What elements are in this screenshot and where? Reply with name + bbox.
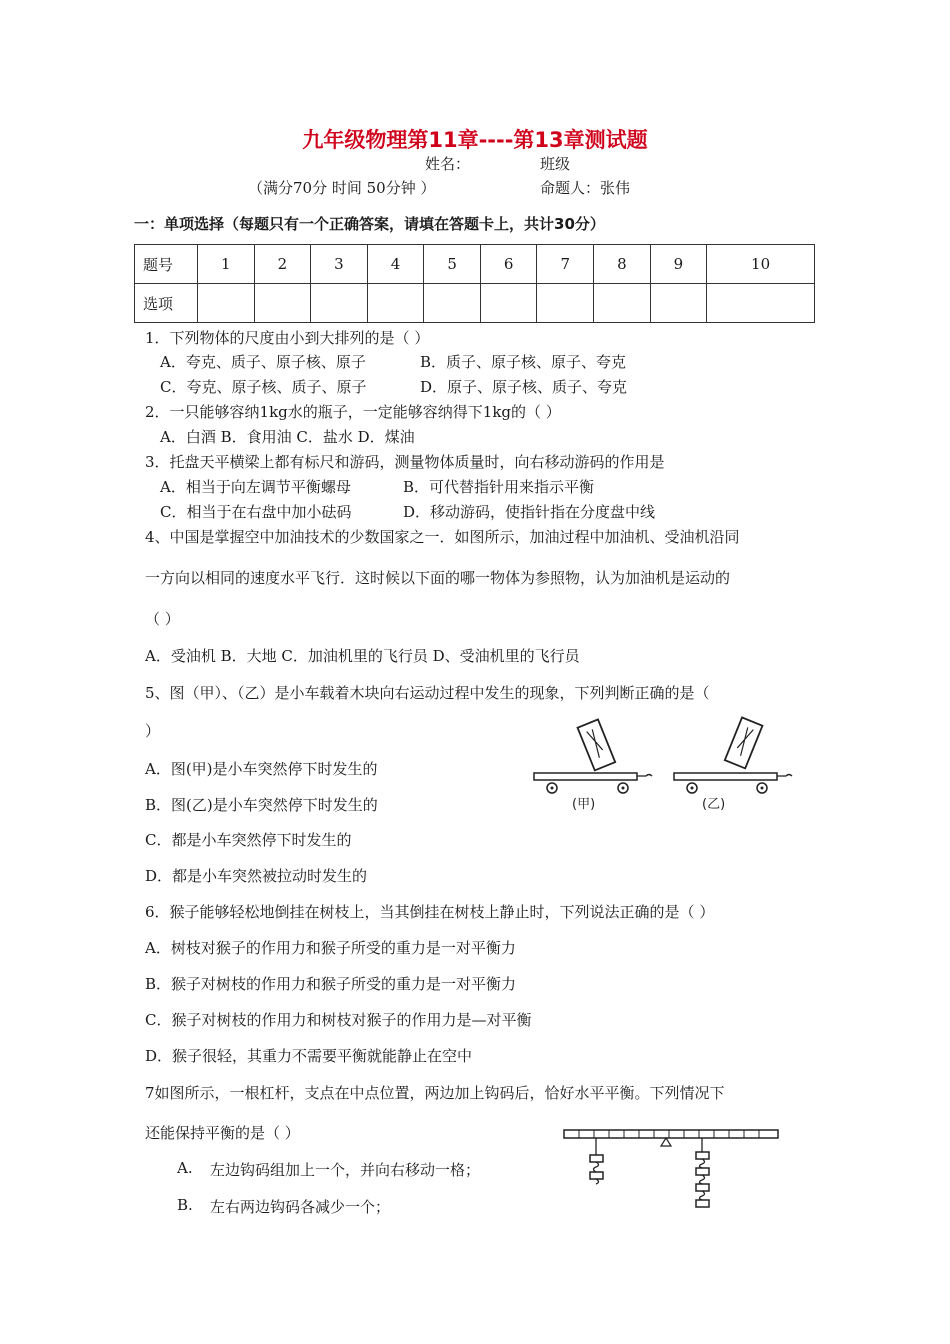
q5-line2: ） [145, 722, 161, 740]
table-cell: 8 [594, 245, 651, 284]
answer-cell[interactable] [367, 284, 424, 323]
table-cell: 题号 [135, 245, 198, 284]
name-label: 姓名： [425, 155, 471, 173]
q7-line1: 7如图所示，一根杠杆，支点在中点位置，两边加上钩码后，恰好水平平衡。下列情况下 [145, 1084, 725, 1102]
q4-line2: 一方向以相同的速度水平飞行．这时候以下面的哪一物体为参照物，认为加油机是运动的 [145, 569, 731, 587]
q2-options: A．白酒 B．食用油 C．盐水 D．煤油 [160, 428, 415, 446]
q4-line3: （ ） [145, 610, 180, 628]
table-cell: 2 [254, 245, 311, 284]
lever-bar [564, 1130, 778, 1138]
table-row [135, 245, 815, 284]
answer-cell[interactable] [537, 284, 594, 323]
fig-label-yi: (乙) [702, 797, 726, 812]
q6-option-b: B．猴子对树枝的作用力和猴子所受的重力是一对平衡力 [145, 975, 517, 993]
fig-label-jia: (甲) [572, 797, 596, 812]
q4-line1: 4、中国是掌握空中加油技术的少数国家之一．如图所示，加油过程中加油机、受油机沿同 [145, 528, 740, 546]
answer-cell[interactable] [311, 284, 368, 323]
q5-option-c: C．都是小车突然停下时发生的 [145, 831, 352, 849]
q7-option-b-letter: B. [177, 1196, 193, 1214]
q3-stem: 3．托盘天平横梁上都有标尺和游码，测量物体质量时，向右移动游码的作用是 [145, 453, 665, 471]
table-cell: 5 [424, 245, 481, 284]
fulcrum-icon [661, 1138, 671, 1146]
lever-figure [558, 1125, 783, 1220]
q3-option-b: B．可代替指针用来指示平衡 [403, 478, 595, 496]
score-time: （满分70分 时间 50分钟 ） [248, 179, 436, 197]
q7-option-a-letter: A. [177, 1159, 193, 1177]
q6-option-d: D．猴子很轻，其重力不需要平衡就能静止在空中 [145, 1047, 473, 1065]
q3-option-c: C．相当于在右盘中加小砝码 [160, 503, 352, 521]
section-heading: 一：单项选择（每题只有一个正确答案，请填在答题卡上，共计30分） [134, 215, 605, 233]
table-cell: 选项 [135, 284, 198, 323]
q1-option-a: A．夸克、质子、原子核、原子 [160, 353, 366, 371]
q6-option-a: A．树枝对猴子的作用力和猴子所受的重力是一对平衡力 [145, 939, 516, 957]
left-weights [590, 1138, 603, 1184]
cart-figure [528, 716, 798, 816]
answer-cell[interactable] [198, 284, 255, 323]
q3-option-a: A．相当于向左调节平衡螺母 [160, 478, 351, 496]
q3-option-d: D．移动游码，使指针指在分度盘中线 [403, 503, 656, 521]
answer-cell[interactable] [480, 284, 537, 323]
q5-line1: 5、图（甲）、（乙）是小车载着木块向右运动过程中发生的现象，下列判断正确的是（ [145, 684, 710, 702]
q1-stem: 1．下列物体的尺度由小到大排列的是（ ） [145, 329, 430, 347]
table-cell: 10 [707, 245, 815, 284]
answer-cell[interactable] [594, 284, 651, 323]
right-weights [696, 1138, 709, 1207]
table-cell: 1 [198, 245, 255, 284]
table-cell: 3 [311, 245, 368, 284]
q5-option-d: D．都是小车突然被拉动时发生的 [145, 867, 368, 885]
author: 命题人：张伟 [540, 179, 631, 197]
q7-option-b: 左右两边钩码各减少一个； [210, 1198, 391, 1216]
cart-yi [674, 717, 792, 793]
q1-option-d: D．原子、原子核、质子、夸克 [420, 378, 628, 396]
q2-stem: 2．一只能够容纳1kg水的瓶子，一定能够容纳得下1kg的（ ） [145, 403, 561, 421]
class-label: 班级 [540, 155, 571, 173]
table-cell: 9 [650, 245, 707, 284]
answer-cell[interactable] [424, 284, 481, 323]
answer-cell[interactable] [254, 284, 311, 323]
q7-line2: 还能保持平衡的是（ ） [145, 1124, 300, 1142]
table-cell: 4 [367, 245, 424, 284]
q5-option-a: A．图(甲)是小车突然停下时发生的 [145, 760, 378, 778]
answer-cell[interactable] [650, 284, 707, 323]
answer-table [134, 244, 815, 323]
cart-jia [534, 719, 652, 793]
answer-cell[interactable] [707, 284, 815, 323]
q5-option-b: B．图(乙)是小车突然停下时发生的 [145, 796, 378, 814]
q1-option-b: B．质子、原子核、原子、夸克 [420, 353, 627, 371]
table-cell: 7 [537, 245, 594, 284]
q6-stem: 6．猴子能够轻松地倒挂在树枝上，当其倒挂在树枝上静止时，下列说法正确的是（ ） [145, 903, 715, 921]
q7-option-a: 左边钩码组加上一个，并向右移动一格； [210, 1161, 481, 1179]
q6-option-c: C．猴子对树枝的作用力和树枝对猴子的作用力是—对平衡 [145, 1011, 532, 1029]
q4-options: A．受油机 B．大地 C．加油机里的飞行员 D、受油机里的飞行员 [145, 647, 580, 665]
q1-option-c: C．夸克、原子核、质子、原子 [160, 378, 367, 396]
table-cell: 6 [480, 245, 537, 284]
table-row [135, 284, 815, 323]
page-title: 九年级物理第11章----第13章测试题 [302, 128, 648, 152]
